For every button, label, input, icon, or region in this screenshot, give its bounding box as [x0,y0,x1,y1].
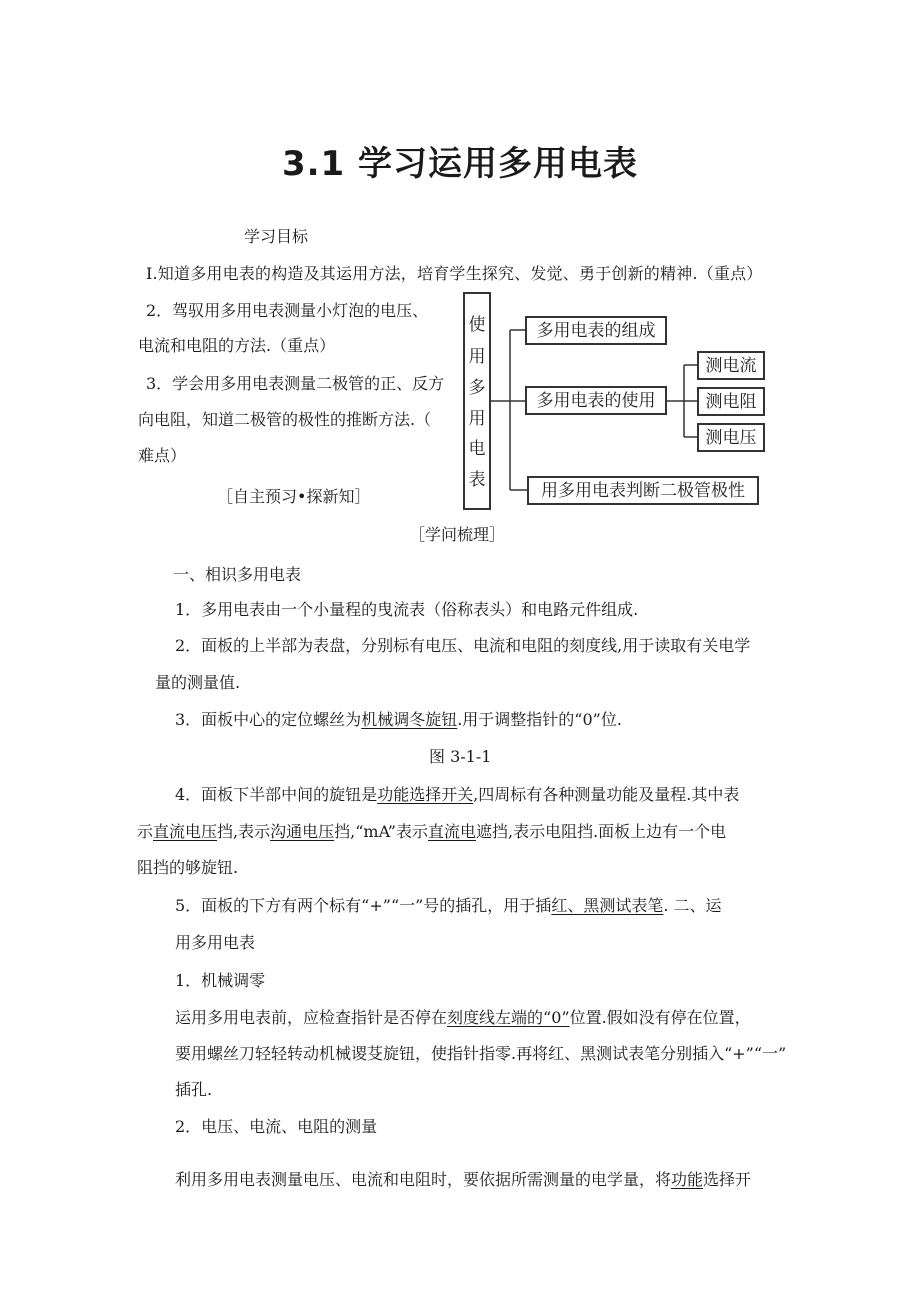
diagram-leaf-voltage: 测电压 [705,428,757,448]
underlined-term: 直流电 [427,822,476,841]
figure-caption: 图 3-1-1 [429,747,492,766]
paragraph-2-line-1: 2．面板的上半部为表盘，分别标有电压、电流和电阻的刻度线,用于读取有关电学 [175,636,751,655]
underlined-term: 功能选择开关 [377,785,474,804]
objective-3-line-1: 3．学会用多用电表测量二极管的正、反方 [146,374,445,393]
text-run: 遮挡,表示电阻挡.面板上边有一个电 [475,822,727,841]
text-run: 示 [137,822,154,841]
text-run: ,四周标有各种测量功能及量程.其中表 [473,785,740,804]
objective-3-line-2: 向电阻，知道二极管的极性的推断方法.（ [138,410,432,429]
subsection-2-line-1 [175,1167,751,1190]
part1-heading: 一、相识多用电表 [173,565,302,584]
text-run: 挡,表示 [217,822,271,841]
page-title: 3.1 学习运用多用电表 [281,144,639,184]
paragraph-4-line-3: 阻挡的够旋钮. [137,858,239,877]
subsection-1-line-1 [175,1005,751,1028]
underlined-term: 沟通电压 [270,822,335,841]
objective-1: I.知道多用电表的构造及其运用方法，培育学生探究、发觉、勇于创新的精神.（重点） [146,264,763,283]
paragraph-2-line-2: 量的测量值. [155,673,241,692]
diagram-root-char: 多 [468,378,486,398]
subsection-1-line-2: 要用螺丝刀轻轻转动机械谡芟旋钮，使指针指零.再将红、黑测试表笔分别插入“+”“一” [175,1044,787,1063]
text-run: 3．面板中心的定位螺丝为 [175,710,362,729]
diagram-leaf-resistance: 测电阻 [705,392,757,412]
objective-2-line-2: 电流和电阻的方法.（重点） [138,336,336,355]
underlined-term: 功能 [671,1170,704,1189]
text-run: 挡,“mA”表示 [334,822,428,841]
diagram-root-char: 用 [468,409,486,429]
text-run: . 二、运 [663,896,722,915]
subsection-1-line-3: 插孔. [175,1080,213,1099]
diagram-branch-composition: 多用电表的组成 [536,321,656,341]
diagram-root-char: 电 [468,439,486,459]
diagram-root-char: 用 [468,347,486,367]
text-run: 4．面板下半部中间的旋钮是 [175,785,378,804]
underlined-term: 红、黑测试表笔 [551,896,664,915]
text-run: 选择开 [703,1170,752,1189]
section-knowledge-heading: ［学问梳理］ [409,525,506,544]
paragraph-5-line-1 [175,893,722,916]
subsection-2-heading: 2．电压、电流、电阻的测量 [175,1117,378,1136]
diagram-root-char: 使 [468,315,486,335]
diagram-root-char: 表 [468,470,486,490]
text-run: .用于调整指针的“0”位. [457,710,622,729]
diagram-branch-usage: 多用电表的使用 [536,391,656,411]
underlined-term: 刻度线左端的“0” [447,1008,570,1027]
diagram-leaf-current: 测电流 [705,356,757,376]
text-run: 位置.假如没有停在位置， [569,1008,751,1027]
paragraph-5-line-2: 用多用电表 [175,933,256,952]
paragraph-3 [175,707,622,730]
text-run: 利用多用电表测量电压、电流和电阻时，要依据所需测量的电学量，将 [175,1170,672,1189]
text-run: 运用多用电表前，应检查指针是否停在 [175,1008,448,1027]
underlined-term: 直流电压 [153,822,218,841]
diagram-branch-diode: 用多用电表判断二极管极性 [541,481,745,501]
text-run: 5．面板的下方有两个标有“+”“一”号的插孔，用于插 [175,896,552,915]
paragraph-1: 1．多用电表由一个小量程的曳流表（俗称表头）和电路元件组成. [175,600,639,619]
underlined-term: 机械调冬旋钮 [361,710,458,729]
section-preview-heading: ［自主预习•探新知］ [217,487,371,506]
paragraph-4-line-1 [175,782,739,805]
subsection-1-heading: 1．机械调零 [175,971,266,990]
objectives-heading: 学习目标 [244,227,309,246]
objective-2-line-1: 2．驾驭用多用电表测量小灯泡的电压、 [146,301,429,320]
concept-diagram [458,290,772,512]
paragraph-4-line-2 [137,819,726,842]
objective-3-line-3: 难点） [138,446,187,465]
